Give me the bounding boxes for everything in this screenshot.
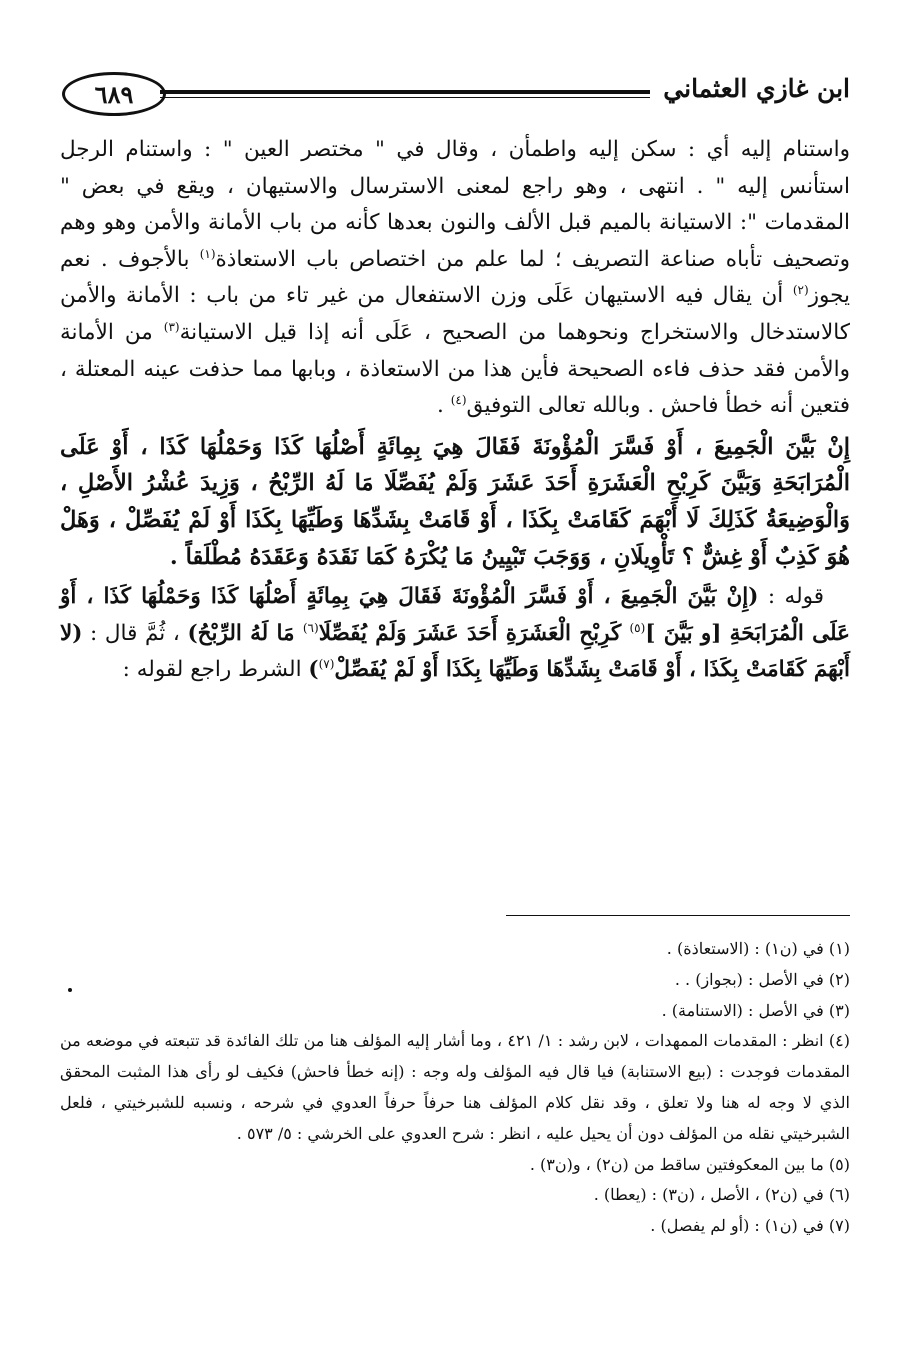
footnote-text: في (ن٢) ، الأصل ، (ن٣) : (يعطا) . [593, 1185, 829, 1205]
footnote-text: في (ن١) : (الاستعاذة) . [666, 939, 829, 958]
footnote-text: انظر : المقدمات الممهدات ، لابن رشد : ١/ ٤٢١ ، وما أشار إليه المؤلف هنا من تلك الفائدة قد تتبعته في موضعه من المقدمات فوجدت : (بيع الاستنابة) فيا قال فيه المؤلف وله وجه : (إنه خطأ فاحش) فكيف لو رأى هذا المثبت المحقق الذي لا وجه له هنا ولا تعلق ، وقد نقل كلام المؤلف هنا حرفاً حرفاً العدوي في شرحه ، ونسبه للشبرخيتي ، فلعل الشبرخيتي نقله من المؤلف دون أن يحيل عليه ، انظر : شرح العدوي على الخرشي : ٥/ ٥٧٣ . [60, 1031, 850, 1143]
footnote [60, 996, 850, 1027]
footnote-number: (١) [828, 939, 850, 958]
footnote [60, 934, 850, 965]
document-page [60, 60, 850, 1320]
body-text [60, 132, 850, 693]
commentary-paragraph [60, 579, 850, 689]
footnote-text: في الأصل : (بجواز) . . [674, 969, 829, 989]
footnote-number: (٦) [828, 1185, 850, 1205]
matn-quote: (إِنْ بَيَّنَ الْجَمِيعَ ، أَوْ فَسَّرَ الْمُؤْونَةَ فَقَالَ هِيَ بِمِائَةٍ أَصْلُهَا كَذَا وَحَمْلُهَا كَذَا ، أَوْ عَلَى الْمُرَابَحَةِ [و بَيَّنَ ] [60, 584, 850, 646]
footnote-number: (٧) [828, 1216, 850, 1236]
footnote [60, 1211, 850, 1242]
footnote-ref-4: (٤) [450, 393, 467, 407]
paragraph-text: . [437, 393, 451, 419]
paragraph-text: أن يقال فيه الاستيهان عَلَى وزن الاستفعال من غير تاء من باب : الأمانة والأمن كالاستدخال والاستخراج ونحوهما من الصحيح ، عَلَى أنه إذا قيل الاستيانة [60, 283, 850, 345]
paragraph-text: من الأمانة والأمن فقد حذف فاءه الصحيحة فأين هذا من الاستعاذة ، وبابها مما حذفت عينه المعتلة ، فتعين أنه خطأ فاحش . وبالله تعالى التوفيق [60, 319, 850, 419]
matn-paragraph: إِنْ بَيَّنَ الْجَمِيعَ ، أَوْ فَسَّرَ الْمُؤْونَةَ فَقَالَ هِيَ بِمِائَةٍ أَصْلُهَا كَذَا وَحَمْلُهَا كَذَا ، أَوْ عَلَى الْمُرَابَحَةِ وَبَيَّنَ كَرِبْحِ الْعَشَرَةِ أَحَدَ عَشَرَ وَلَمْ يُفَصِّلَا مَا لَهُ الرِّبْحُ ، وَزِيدَ عُشْرُ الأَصْلِ ، وَالْوَضِيعَةُ كَذَلِكَ لَا أَبْهَمَ كَقَامَتْ بِكَذَا ، أَوْ قَامَتْ بِشَدِّهَا وَطَيِّهَا بِكَذَا أَوْ لَمْ يُفَصِّلْ ، وَهَلْ هُوَ كَذِبٌ أَوْ غِشٌّ ؟ تَأْوِيلَانِ ، وَوَجَبَ تَبْيِينُ مَا يُكْرَهُ كَمَا نَقَدَهُ وَعَقَدَهُ مُطْلَقاً . [60, 433, 850, 570]
footnote-text: في الأصل : (الاستنامة) . [661, 1000, 829, 1020]
footnote-number: (٢) [828, 969, 850, 989]
page-number: ٦٨٩ [62, 72, 166, 116]
scan-speck [68, 988, 72, 992]
paragraph-text: واستنام إليه أي : سكن إليه واطمأن ، وقال في " مختصر العين " : واستنام الرجل استأنس إليه " . انتهى ، وهو راجع لمعنى الاسترسال والاستيهان ، ويقع في بعض " المقدمات ": الاستيانة بالميم قبل الألف والنون بعدها كأنه من باب الأمانة والأمن وهو وهم وتصحيف تأباه صناعة التصريف ؛ لما علم من اختصاص باب الاستعاذة [60, 137, 851, 272]
matn-quote: كَرِبْحِ الْعَشَرَةِ أَحَدَ عَشَرَ وَلَمْ يُفَصِّلَا [318, 620, 630, 646]
matn-quote: ) [308, 657, 319, 683]
footnote-ref-1: (١) [199, 246, 216, 261]
header-rule [160, 90, 650, 94]
matn-quote: مَا لَهُ الرِّبْحُ) [187, 620, 303, 646]
footnote-text: ما بين المعكوفتين ساقط من (ن٢) ، و(ن٣) . [529, 1154, 829, 1174]
footnote-number: (٣) [828, 1000, 850, 1020]
footnote-divider [506, 915, 850, 916]
commentary-text: الشرط راجع لقوله : [122, 657, 309, 683]
explanation-paragraph [60, 132, 850, 425]
footnote-text: في (ن١) : (أو لم يفصل) . [650, 1216, 829, 1236]
commentary-text: ، ثُمَّ قال : [82, 620, 188, 646]
matn-quote: (لا أَبْهَمَ كَقَامَتْ بِكَذَا ، أَوْ قَامَتْ بِشَدِّهَا وَطَيِّهَا بِكَذَا أَوْ لَمْ يُفَصِّلْ [60, 620, 850, 683]
page-header [60, 60, 850, 116]
footnote-ref-7: (٧) [318, 657, 335, 672]
footnote [60, 1150, 850, 1181]
footnotes [60, 934, 850, 1242]
footnote [60, 965, 850, 996]
footnote-number: (٥) [828, 1154, 850, 1174]
footnote-number: (٤) [828, 1031, 851, 1051]
footnote-ref-5: (٥) [629, 620, 646, 635]
footnote [60, 1180, 850, 1211]
running-title: ابن غازي العثماني [663, 74, 850, 103]
footnote [60, 1026, 850, 1149]
commentary-lead: قوله : [758, 584, 825, 610]
header-rule-thin [160, 97, 650, 98]
footnote-ref-2: (٢) [792, 283, 809, 298]
paragraph-text: بالأجوف . نعم يجوز [60, 246, 850, 309]
footnote-ref-6: (٦) [302, 620, 319, 635]
footnote-ref-3: (٣) [163, 319, 180, 334]
